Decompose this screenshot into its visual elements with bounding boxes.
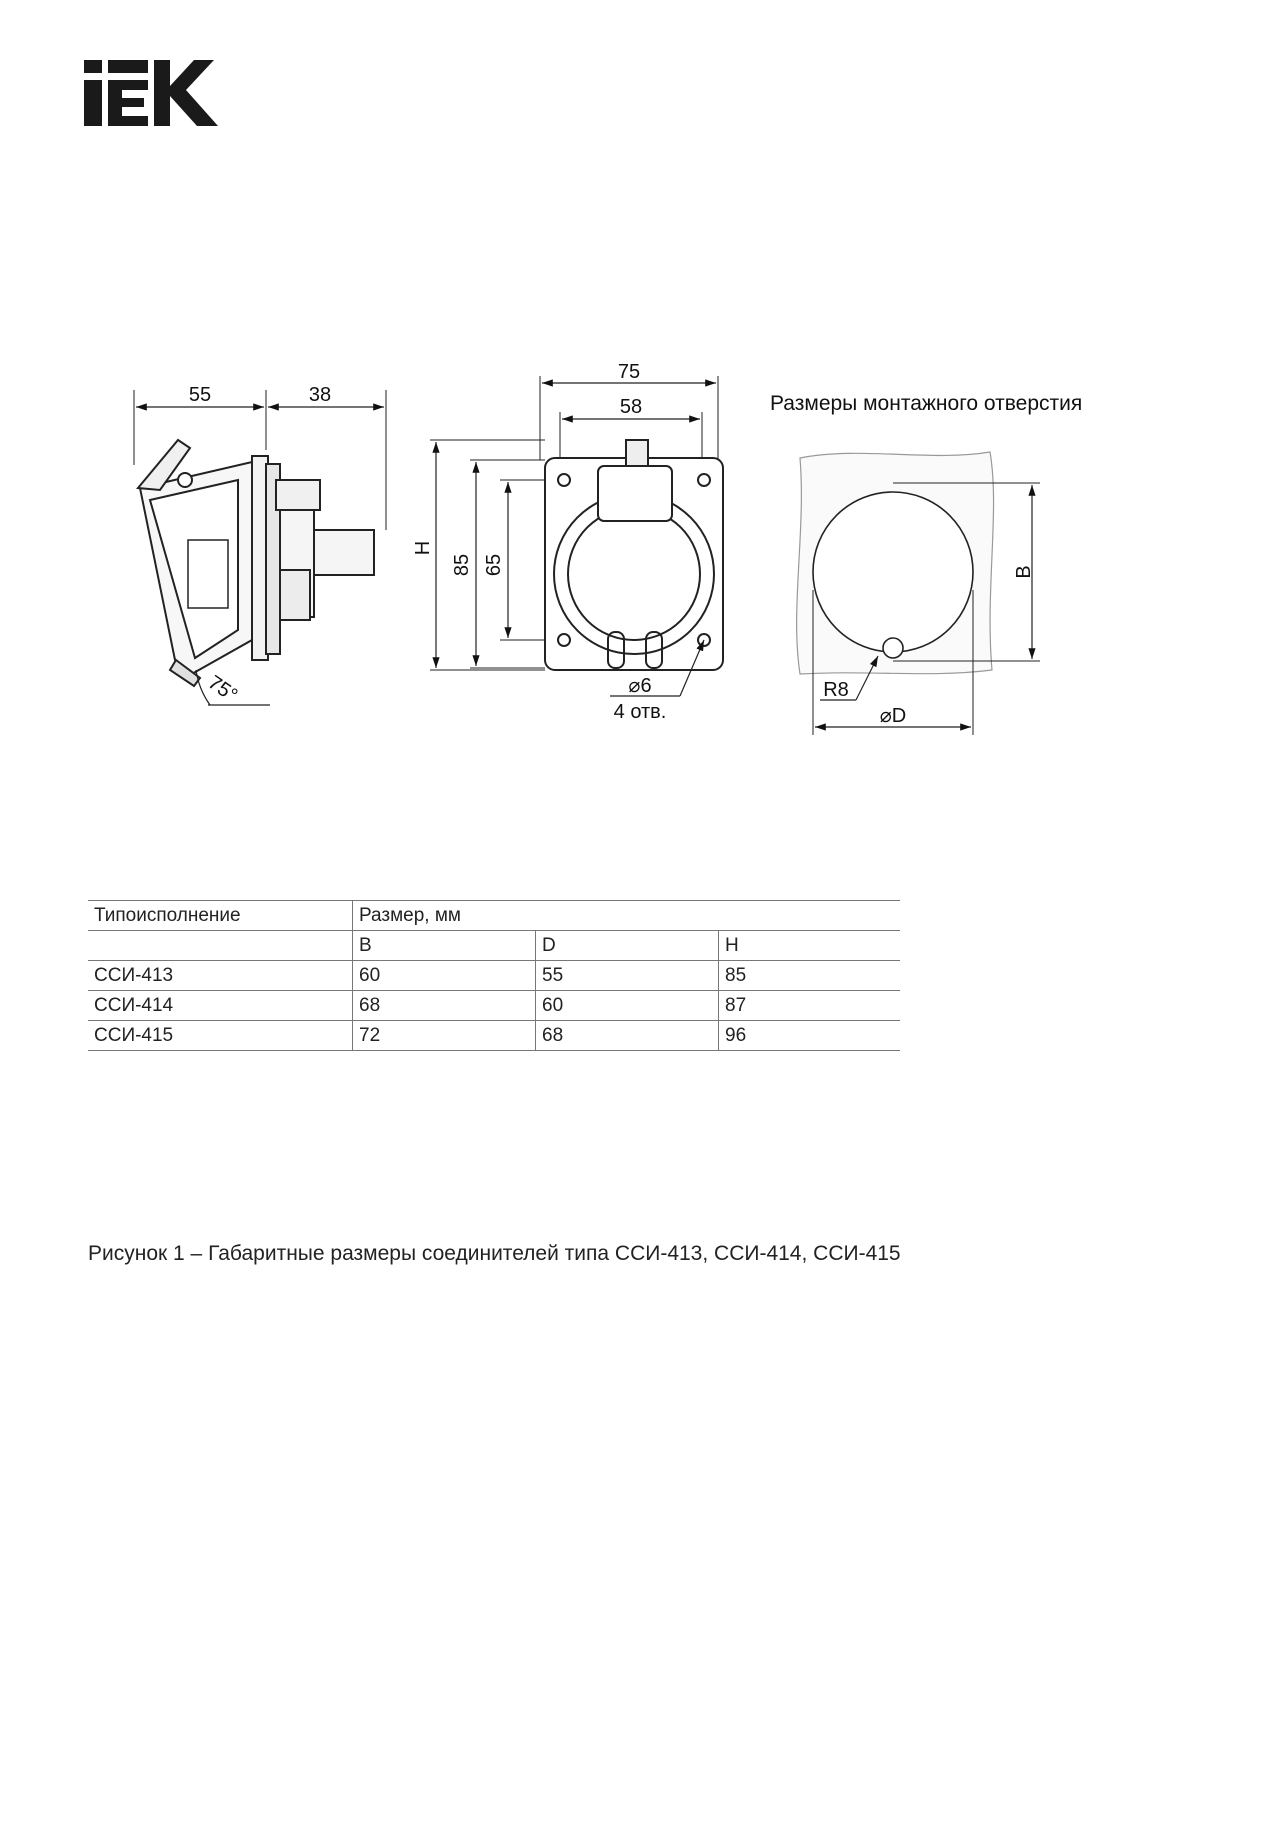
cell-h: 87: [719, 991, 901, 1021]
side-dim-back: 38: [308, 384, 332, 406]
figure-caption: Рисунок 1 – Габаритные размеры соединителей типа ССИ-413, ССИ-414, ССИ-415: [88, 1242, 901, 1265]
header-model-blank: [88, 931, 353, 961]
mount-view-title: Размеры монтажного отверстия: [770, 392, 1083, 415]
cell-model: ССИ-413: [88, 961, 353, 991]
cell-model: ССИ-414: [88, 991, 353, 1021]
subheader-d: D: [536, 931, 719, 961]
front-dim-hole-height: 65: [483, 553, 505, 577]
table-header-row: [88, 901, 900, 931]
table-row: [88, 991, 900, 1021]
cell-b: 60: [353, 961, 536, 991]
dimension-drawing: [0, 340, 1280, 760]
front-view: [430, 376, 723, 696]
cell-d: 68: [536, 1021, 719, 1051]
header-size: Размер, мм: [353, 901, 901, 931]
cell-d: 55: [536, 961, 719, 991]
table-row: [88, 1021, 900, 1051]
subheader-b: B: [353, 931, 536, 961]
side-dim-front: 55: [188, 384, 212, 406]
table-subheader-row: [88, 931, 900, 961]
radius-label: R8: [823, 679, 849, 701]
dimensions-table: [88, 900, 900, 1051]
cell-b: 72: [353, 1021, 536, 1051]
subheader-h: H: [719, 931, 901, 961]
front-dim-hole-width: 58: [619, 396, 643, 418]
cell-h: 96: [719, 1021, 901, 1051]
hole-diameter-label: ⌀6: [628, 675, 652, 697]
header-model: Типоисполнение: [88, 901, 353, 931]
cell-model: ССИ-415: [88, 1021, 353, 1051]
front-dim-outer-width: 75: [617, 361, 641, 383]
cell-h: 85: [719, 961, 901, 991]
table-row: [88, 961, 900, 991]
front-dim-height: 85: [451, 553, 473, 577]
cell-b: 68: [353, 991, 536, 1021]
mount-dim-b: B: [1013, 565, 1035, 579]
cell-d: 60: [536, 991, 719, 1021]
front-dim-h: H: [412, 540, 434, 556]
side-angle-label: 75°: [203, 671, 242, 707]
hole-count-label: 4 отв.: [613, 701, 667, 723]
mount-diameter-label: ⌀D: [879, 705, 907, 727]
side-view: [134, 390, 386, 705]
iek-logo: [84, 60, 244, 126]
